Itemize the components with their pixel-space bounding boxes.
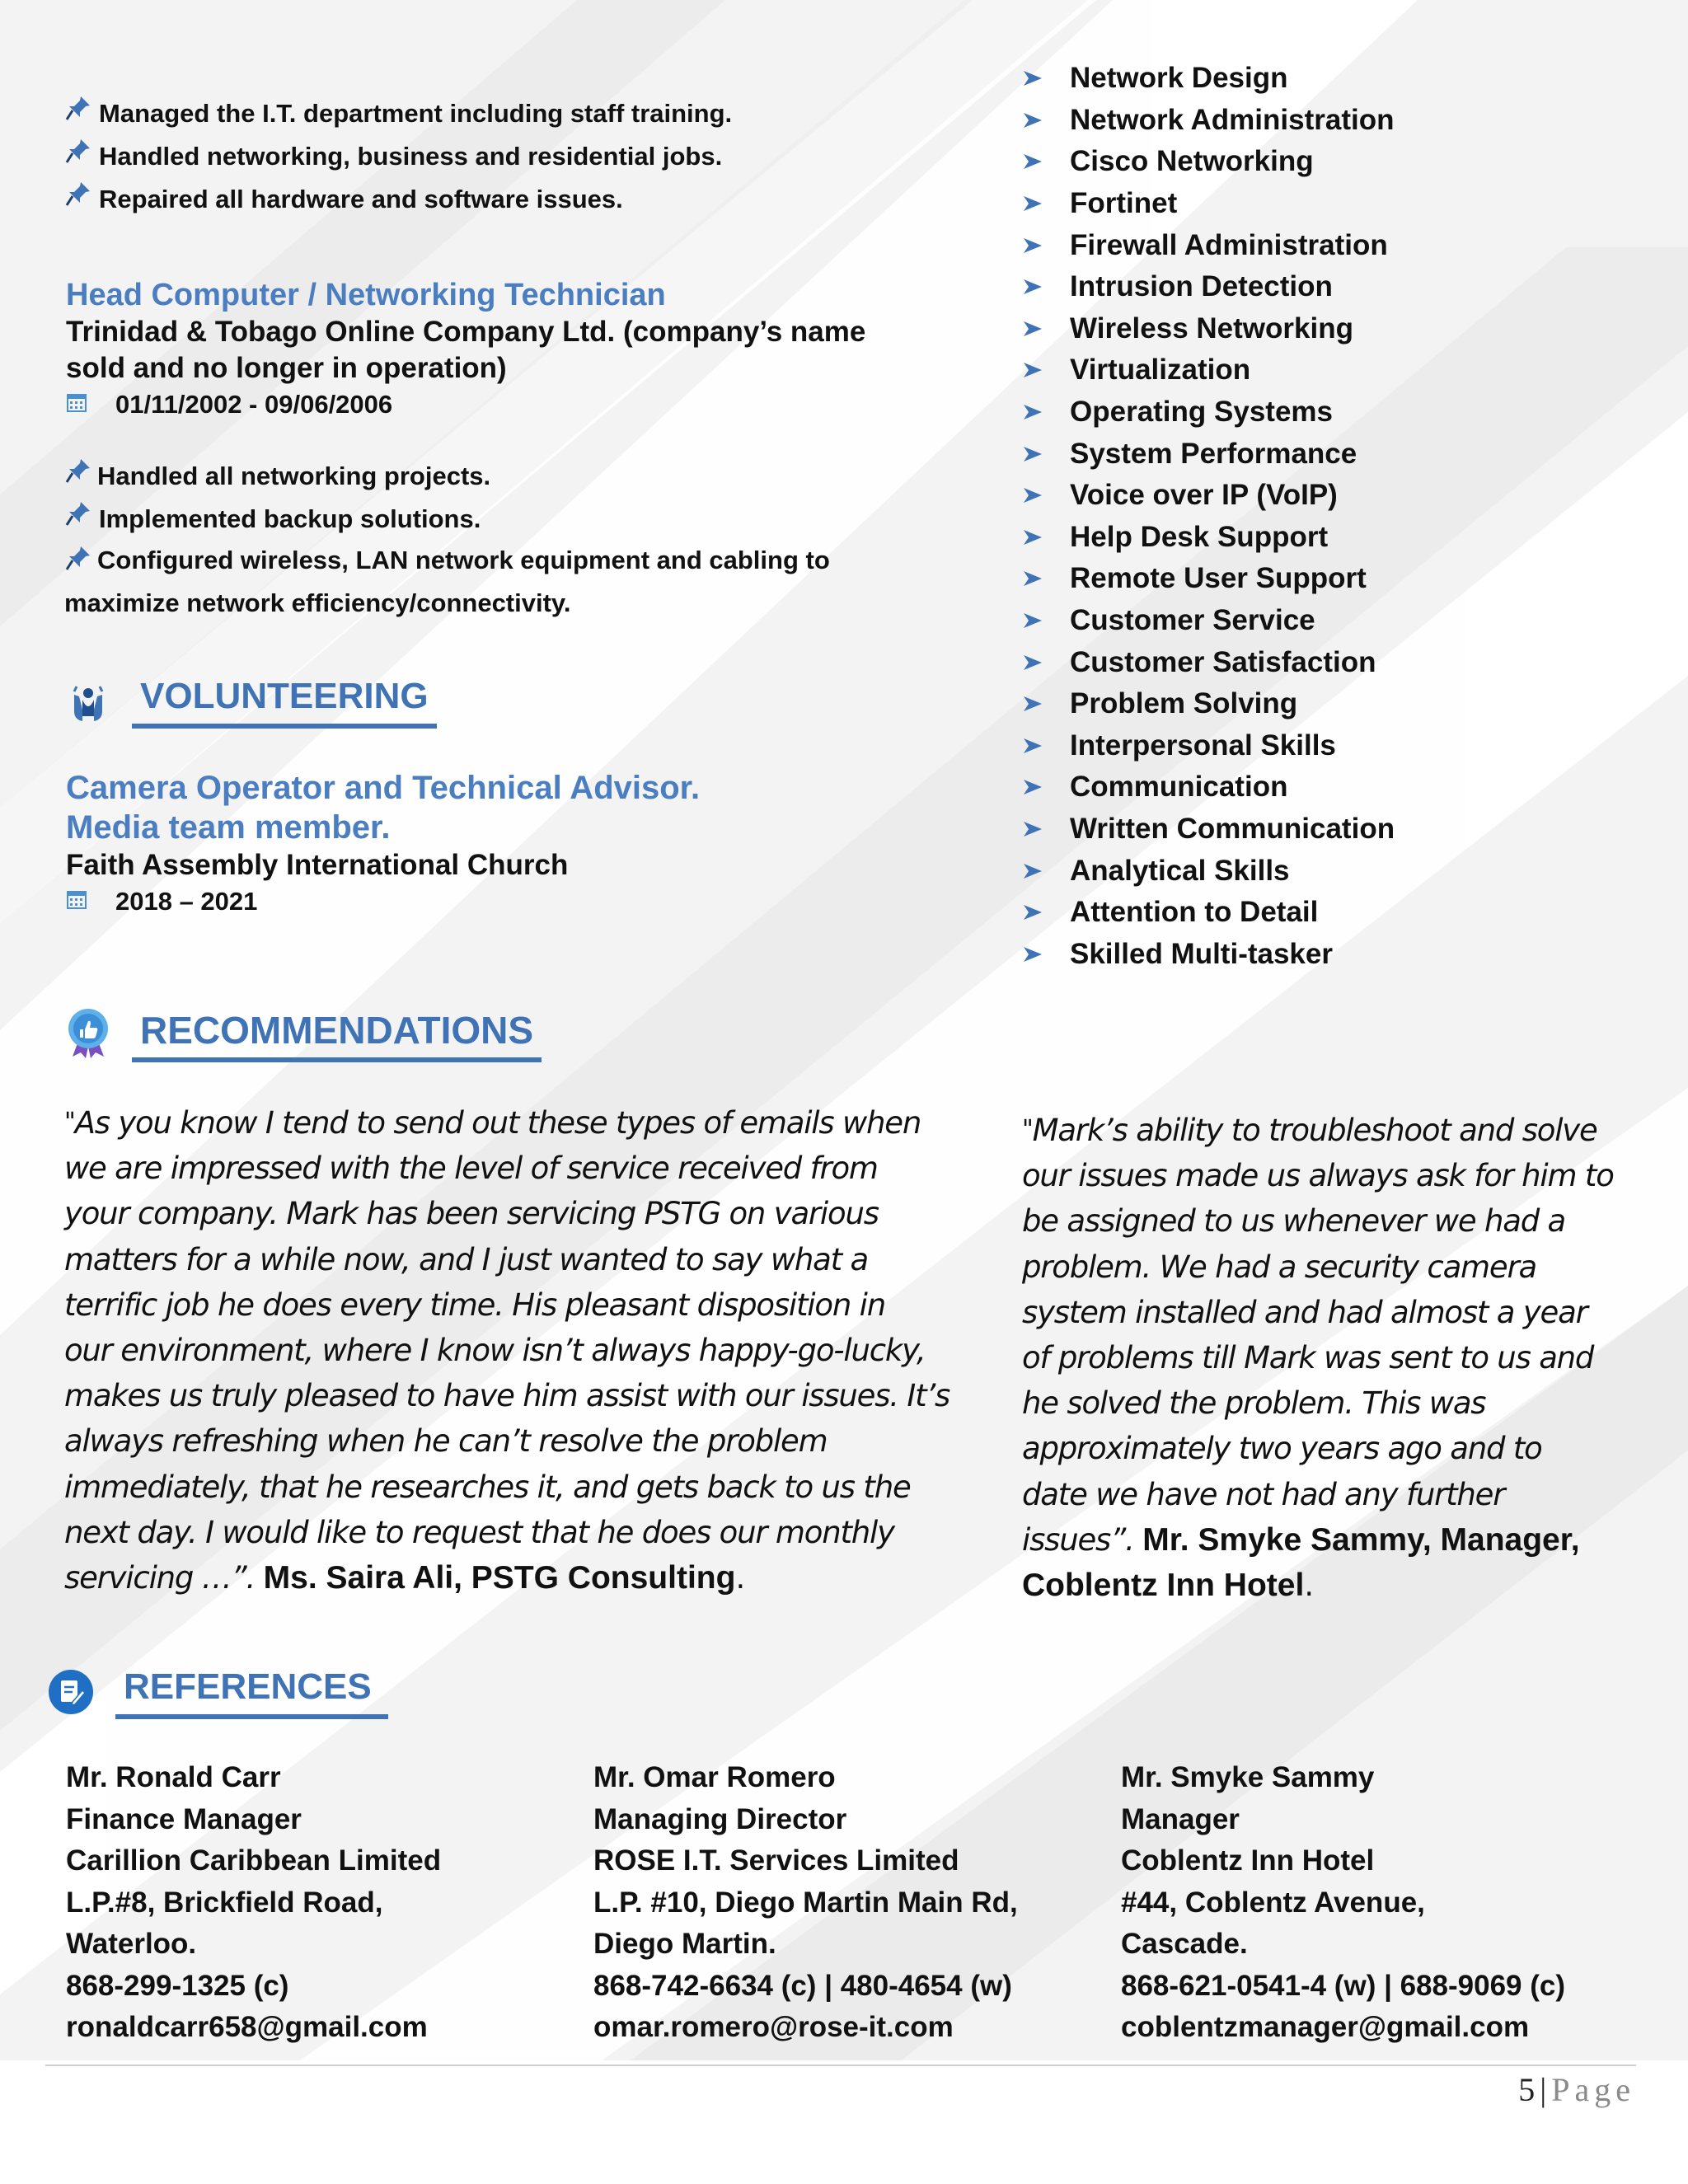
- references-heading: REFERENCES: [115, 1665, 388, 1719]
- arrow-bullet-icon: [1022, 312, 1070, 345]
- job-bullet-text: Implemented backup solutions.: [99, 504, 481, 533]
- job-bullet: [64, 455, 938, 498]
- reference-name: Mr. Smyke Sammy: [1121, 1761, 1375, 1793]
- job-dates: 01/11/2002 - 09/06/2006: [115, 390, 393, 419]
- arrow-bullet-icon: [1022, 354, 1070, 387]
- job-company-line-2: sold and no longer in operation): [66, 352, 507, 384]
- skill-item: Intrusion Detection: [1022, 266, 1665, 308]
- arrow-bullet-icon: [1022, 646, 1070, 679]
- quote-line: of problems till Mark was sent to us and: [1022, 1340, 1594, 1376]
- arrow-bullet-icon: [1022, 104, 1070, 137]
- arrow-bullet-icon: [1022, 479, 1070, 512]
- recommendations-heading: RECOMMENDATIONS: [132, 1008, 542, 1062]
- helping-hands-icon: [68, 680, 132, 729]
- quote-line: servicing …”. Ms. Saira Ali, PSTG Consulting.: [64, 1560, 744, 1596]
- recommendation-left: [64, 1099, 987, 1601]
- reference-address-line-2: Cascade.: [1121, 1928, 1248, 1960]
- skill-item: Help Desk Support: [1022, 517, 1665, 559]
- reference-address-line-1: #44, Coblentz Avenue,: [1121, 1886, 1425, 1919]
- arrow-bullet-icon: [1022, 687, 1070, 720]
- arrow-bullet-icon: [1022, 521, 1070, 554]
- quote-line: our environment, where I know isn’t always happy-go-lucky,: [64, 1333, 926, 1369]
- experience-bullet-text: Handled networking, business and residential jobs.: [99, 142, 723, 171]
- quote-line: next day. I would like to request that he does our monthly: [64, 1514, 894, 1550]
- reference-address-line-2: Waterloo.: [66, 1928, 197, 1960]
- job-bullets: [64, 455, 938, 623]
- reference-address-line-1: L.P. #10, Diego Martin Main Rd,: [593, 1886, 1018, 1919]
- quote-line: always refreshing when he can’t resolve the problem: [64, 1423, 828, 1460]
- skill-item: Skilled Multi-tasker: [1022, 933, 1665, 975]
- skill-item: Network Administration: [1022, 100, 1665, 142]
- reference-card: [593, 1757, 1018, 2049]
- reference-title: Manager: [1121, 1802, 1240, 1835]
- reference-name: Mr. Omar Romero: [593, 1761, 836, 1793]
- skill-item: Analytical Skills: [1022, 850, 1665, 892]
- quote-line: be assigned to us whenever we had a: [1022, 1203, 1566, 1240]
- recommendation-author: Ms. Saira Ali, PSTG Consulting: [263, 1560, 736, 1596]
- skill-item: Wireless Networking: [1022, 308, 1665, 350]
- recommendation-author: Mr. Smyke Sammy, Manager,: [1142, 1521, 1580, 1558]
- skills-list: [1022, 58, 1665, 975]
- arrow-bullet-icon: [1022, 62, 1070, 95]
- pushpin-icon: [64, 498, 99, 541]
- volunteering-entry: [66, 768, 973, 920]
- skill-item: Customer Satisfaction: [1022, 641, 1665, 683]
- skill-item: Voice over IP (VoIP): [1022, 475, 1665, 517]
- experience-bullet: [64, 135, 987, 178]
- reference-company: Carillion Caribbean Limited: [66, 1844, 442, 1877]
- arrow-bullet-icon: [1022, 229, 1070, 262]
- arrow-bullet-icon: [1022, 855, 1070, 888]
- quote-line: matters for a while now, and I just wanted to say what a: [64, 1241, 868, 1277]
- quote-line: system installed and had almost a year: [1022, 1294, 1587, 1330]
- skill-item: System Performance: [1022, 433, 1665, 475]
- quote-line: Coblentz Inn Hotel.: [1022, 1568, 1313, 1604]
- quote-line: he solved the problem. This was: [1022, 1385, 1486, 1422]
- job-bullet: [64, 541, 938, 623]
- reference-phone: 868-742-6634 (c) | 480-4654 (w): [593, 1969, 1012, 2002]
- quote-line: your company. Mark has been servicing PSTG on various: [64, 1196, 879, 1232]
- quote-line: terrific job he does every time. His pleasant disposition in: [64, 1286, 885, 1323]
- page-number-separator: |: [1540, 2071, 1552, 2108]
- arrow-bullet-icon: [1022, 562, 1070, 595]
- recommendation-author-company: Coblentz Inn Hotel: [1022, 1568, 1305, 1604]
- reference-card: [66, 1757, 441, 2049]
- arrow-bullet-icon: [1022, 438, 1070, 471]
- experience-bullet: [64, 178, 987, 221]
- experience-bullets: [64, 92, 987, 221]
- page-number: [1518, 2070, 1635, 2109]
- page-number-label: Page: [1551, 2071, 1635, 2108]
- reference-card: [1121, 1757, 1565, 2049]
- skill-item: Written Communication: [1022, 808, 1665, 851]
- pushpin-icon: [64, 178, 99, 221]
- quote-line: date we have not had any further: [1022, 1476, 1505, 1512]
- arrow-bullet-icon: [1022, 813, 1070, 846]
- skill-item: Interpersonal Skills: [1022, 725, 1665, 767]
- reference-email[interactable]: ronaldcarr658@gmail.com: [66, 2011, 428, 2043]
- job-entry: [66, 276, 997, 423]
- reference-address-line-2: Diego Martin.: [593, 1928, 776, 1960]
- page-number-value: 5: [1518, 2071, 1540, 2108]
- reference-phone: 868-621-0541-4 (w) | 688-9069 (c): [1121, 1969, 1565, 2002]
- skill-item: Network Design: [1022, 58, 1665, 100]
- quote-line: problem. We had a security camera: [1022, 1249, 1536, 1285]
- experience-bullet-text: Managed the I.T. department including staff training.: [99, 99, 733, 128]
- experience-bullet-text: Repaired all hardware and software issues.: [99, 185, 623, 213]
- job-bullet-text: Handled all networking projects.: [97, 462, 491, 490]
- experience-bullet: [64, 92, 987, 135]
- reference-name: Mr. Ronald Carr: [66, 1761, 281, 1793]
- footer-divider: [45, 2064, 1636, 2066]
- pushpin-icon: [64, 92, 99, 135]
- arrow-bullet-icon: [1022, 604, 1070, 637]
- arrow-bullet-icon: [1022, 896, 1070, 929]
- volunteering-heading: VOLUNTEERING: [132, 674, 437, 729]
- reference-title: Finance Manager: [66, 1802, 302, 1835]
- pushpin-icon: [64, 544, 97, 583]
- skill-item: Fortinet: [1022, 183, 1665, 225]
- volunteering-heading-row: [68, 674, 437, 729]
- quote-line: makes us truly pleased to have him assist with our issues. It’s: [64, 1378, 950, 1414]
- quote-line: issues”. Mr. Smyke Sammy, Manager,: [1022, 1521, 1580, 1558]
- arrow-bullet-icon: [1022, 729, 1070, 762]
- quote-line: approximately two years ago and to: [1022, 1431, 1542, 1467]
- job-title: Head Computer / Networking Technician: [66, 278, 666, 312]
- pushpin-icon: [64, 135, 99, 178]
- reference-email[interactable]: coblentzmanager@gmail.com: [1121, 2011, 1530, 2043]
- references-heading-row: [48, 1665, 388, 1719]
- reference-email[interactable]: omar.romero@rose-it.com: [593, 2011, 954, 2043]
- arrow-bullet-icon: [1022, 938, 1070, 971]
- recommendation-right: [1022, 1107, 1648, 1608]
- quote-line: our issues made us always ask for him to: [1022, 1158, 1614, 1194]
- skill-item: Customer Service: [1022, 600, 1665, 642]
- skill-item: Operating Systems: [1022, 391, 1665, 434]
- calendar-icon: [66, 883, 115, 920]
- arrow-bullet-icon: [1022, 270, 1070, 303]
- open-quote-mark: ": [64, 1108, 75, 1137]
- reference-address-line-1: L.P.#8, Brickfield Road,: [66, 1886, 383, 1919]
- reference-company: Coblentz Inn Hotel: [1121, 1844, 1375, 1877]
- job-bullet: [64, 498, 938, 541]
- job-company-line-1: Trinidad & Tobago Online Company Ltd. (company’s name: [66, 316, 866, 348]
- arrow-bullet-icon: [1022, 771, 1070, 804]
- reference-title: Managing Director: [593, 1802, 847, 1835]
- skill-item: Communication: [1022, 766, 1665, 808]
- volunteering-role-line-2: Media team member.: [66, 809, 391, 846]
- arrow-bullet-icon: [1022, 396, 1070, 429]
- quote-line: we are impressed with the level of service received from: [64, 1151, 878, 1187]
- skill-item: Remote User Support: [1022, 558, 1665, 600]
- skill-item: Cisco Networking: [1022, 141, 1665, 183]
- calendar-icon: [66, 387, 115, 423]
- quote-line: "As you know I tend to send out these types of emails when: [64, 1105, 921, 1141]
- recommendations-heading-row: [64, 1007, 542, 1062]
- arrow-bullet-icon: [1022, 187, 1070, 220]
- reference-phone: 868-299-1325 (c): [66, 1969, 289, 2002]
- thumbs-up-badge-icon: [64, 1007, 132, 1062]
- open-quote-mark: ": [1022, 1115, 1033, 1144]
- job-bullet-text: Configured wireless, LAN network equipment and cabling to maximize network efficiency/connectivity.: [64, 546, 830, 617]
- volunteering-role-line-1: Camera Operator and Technical Advisor.: [66, 770, 701, 806]
- pushpin-icon: [64, 455, 97, 498]
- skill-item: Firewall Administration: [1022, 224, 1665, 266]
- quote-line: immediately, that he researches it, and gets back to us the: [64, 1469, 911, 1505]
- arrow-bullet-icon: [1022, 145, 1070, 178]
- volunteering-dates: 2018 – 2021: [115, 887, 258, 916]
- volunteering-organization: Faith Assembly International Church: [66, 849, 569, 881]
- reference-company: ROSE I.T. Services Limited: [593, 1844, 959, 1877]
- quote-line: "Mark’s ability to troubleshoot and solve: [1022, 1113, 1597, 1148]
- skill-item: Virtualization: [1022, 349, 1665, 391]
- skill-item: Problem Solving: [1022, 683, 1665, 725]
- volunteering-dates-row: [66, 883, 973, 920]
- job-dates-row: [66, 387, 997, 423]
- reference-document-icon: [48, 1669, 115, 1719]
- skill-item: Attention to Detail: [1022, 892, 1665, 934]
